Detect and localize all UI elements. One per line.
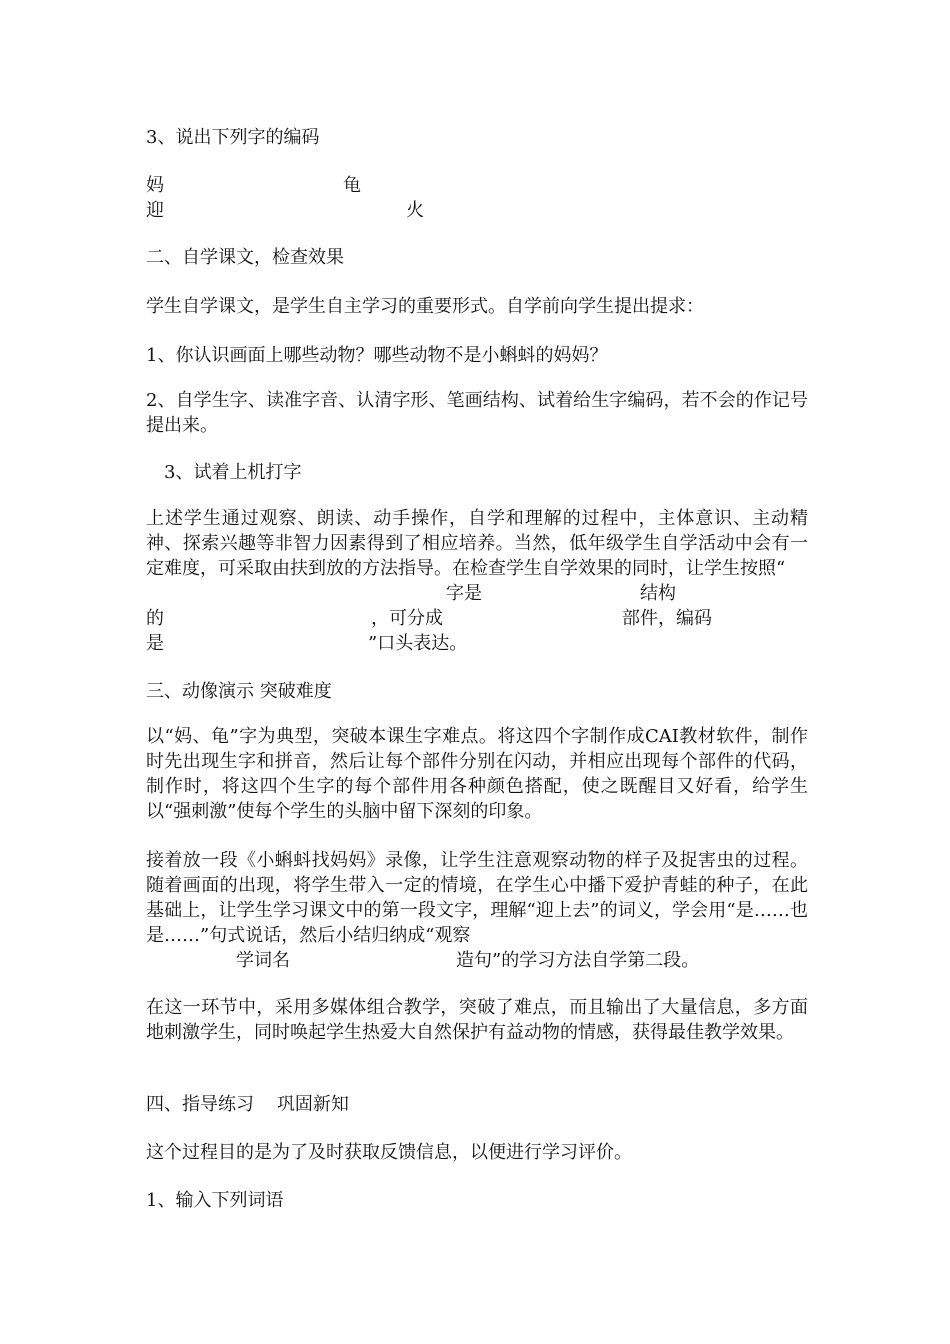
summary-line-5-c: 部件，编码 [622, 608, 712, 629]
section-3-para-1: 以“妈、龟”字为典型，突破本课生字难点。将这四个字制作成CAI教材软件，制作时先出现生字和拼音，然后让每个部件分别在闪动，并相应出现每个部件的代码，制作时，将这四个生字的每个部件用各种颜色搭配，使之既醒目又好看，给学生以“强刺激”使每个学生的头脑中留下深刻的印象。 [146, 726, 808, 822]
section-2-intro: 学生自学课文，是学生自主学习的重要形式。自学前向学生提出提求： [146, 296, 704, 317]
char-huo: 火 [406, 200, 424, 221]
section-4-intro: 这个过程目的是为了及时获取反馈信息，以便进行学习评价。 [146, 1142, 632, 1163]
section-4-heading: 四、指导练习 巩固新知 [146, 1094, 349, 1115]
section-2-item-1: 1、你认识画面上哪些动物？哪些动物不是小蝌蚪的妈妈？ [146, 345, 608, 366]
item-3-heading: 3、说出下列字的编码 [146, 127, 320, 148]
summary-line-4-b: 字是 [446, 583, 482, 604]
section-4-item-1: 1、输入下列词语 [146, 1190, 284, 1211]
section-2-item-3: 3、试着上机打字 [164, 462, 302, 483]
char-ma: 妈 [146, 175, 164, 196]
section-3-heading: 三、动像演示 突破难度 [146, 681, 332, 702]
section-3-para-2-tail-b: 造句”的学习方法自学第二段。 [456, 950, 700, 971]
char-ying: 迎 [146, 200, 164, 221]
summary-line-5-b: ，可分成 [371, 608, 443, 629]
char-gui: 龟 [343, 175, 361, 196]
summary-line-4-c: 结构 [640, 583, 676, 604]
summary-line-6-a: 是 [146, 633, 164, 654]
section-3-para-3: 在这一环节中，采用多媒体组合教学，突破了难点，而且输出了大量信息，多方面地刺激学生，同时唤起学生热爱大自然保护有益动物的情感，获得最佳教学效果。 [146, 997, 808, 1043]
section-3-para-2-tail-a: 学词名 [236, 950, 290, 971]
summary-line-5-a: 的 [146, 608, 164, 629]
section-2-heading: 二、自学课文，检查效果 [146, 247, 344, 268]
section-3-para-2: 接着放一段《小蝌蚪找妈妈》录像，让学生注意观察动物的样子及捉害虫的过程。随着画面的出现，将学生带入一定的情境，在学生心中播下爱护青蛙的种子，在此基础上，让学生学习课文中的第一段文字，理解“迎上去”的词义，学会用“是……也是……”句式说话，然后小结归纳成“观察 [146, 850, 808, 946]
section-2-summary: 上述学生通过观察、朗读、动手操作，自学和理解的过程中，主体意识、主动精神、探索兴趣等非智力因素得到了相应培养。当然，低年级学生自学活动中会有一定难度，可采取由扶到放的方法指导。在检查学生自学效果的同时，让学生按照“ [146, 508, 808, 579]
summary-line-6-b: ”口头表达。 [368, 633, 468, 654]
section-2-item-2: 2、自学生字、读准字音、认清字形、笔画结构、试着给生字编码，若不会的作记号提出来。 [146, 390, 808, 436]
